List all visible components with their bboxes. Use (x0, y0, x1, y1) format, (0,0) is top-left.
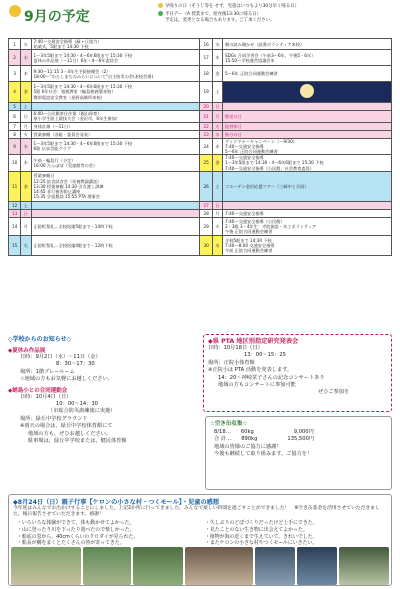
weekday: 月 (212, 110, 222, 122)
weekday: 土 (212, 171, 222, 201)
calendar-row (9, 217, 392, 235)
cans-header: ☆空き缶収集☆ (210, 421, 248, 427)
day-events: 6:00～公民館奉仕作業（親山保育） 県小学生陸上競技大会（金沢市，6年生参加） (31, 110, 200, 122)
weekday: 日 (212, 201, 222, 209)
day-events: 9:30～11:15 3・4年生予防接種会（2） 18:00～"わたしまちのみらいについて"自主防災の会(本校会場) (31, 66, 200, 82)
day-number: 7 (9, 122, 21, 130)
event-comment: ・いろいろな体験ができて，体も動かせてよかった。 (17, 520, 135, 526)
moon-night-icon (225, 82, 389, 100)
calendar-row (9, 130, 392, 138)
day-number: 19 (200, 82, 212, 102)
calendar-row (9, 66, 392, 82)
legend-early: 早帰りの日（そうじ等を せず，児童はいつもより30分早く帰る日） (165, 4, 299, 9)
day-events (223, 102, 392, 110)
day-number: 8 (9, 130, 21, 138)
day-number: 2 (9, 50, 21, 66)
day-number: 17 (200, 50, 212, 66)
calendar-row (9, 155, 392, 172)
day-events: 午前・輪島行（予定） 16:00 たんぽぽ（児童館等の会） (31, 155, 200, 172)
calendar-row (9, 201, 392, 209)
weekday: 火 (21, 130, 31, 138)
event-photo-5 (255, 547, 295, 585)
day-events: 1～3年5限まで 14:30・4～6年6限まで 15:30 下校 5限 6年社会：租税教室（輪島税務署来校） 携帯電話安全教室（星野高制所来校） (31, 82, 200, 102)
weekday: 火 (21, 39, 31, 50)
event-box (8, 494, 392, 586)
calendar-table (8, 38, 392, 256)
day-number: 20 (200, 102, 212, 110)
day-events: 授業参観（各組・委員会発表） (31, 130, 200, 138)
weekday: 木 (212, 138, 222, 155)
day-events: 授業参観日 12:25 給食試食会（栄養教諭講話） 13:30 授業参観 14:30 引き渡し訓練 14:45 非行被害防止講座 15:35 学級懇談 15:55 PTA 理事会 (31, 171, 200, 201)
weekday: 月 (212, 209, 222, 217)
day-number: 14 (9, 217, 21, 235)
day-events: 1～3年5限まで 14:30・4～6年6限まで 15:30 下校 夏休み作品展（～11日）6年・4～6年委員会 (31, 50, 200, 66)
day-events: 正院町祭礼…全校短縮5限まで・14時下校 (31, 217, 200, 235)
leaf-icon (8, 4, 22, 18)
day-events (31, 102, 200, 110)
day-events: 全校5限まで 14:30 下校 7:40～8:00 交通安全指導 午前 正院合同運動会練習 (223, 235, 392, 255)
weekday: 金 (21, 171, 31, 201)
cans-row2-label: 合 計… (214, 436, 232, 443)
calendar-row (9, 171, 392, 201)
cans-row2 (206, 436, 391, 443)
day-events: グッドマナーキャンペーン（～9/30） 7:40～交通安全指導 5～6年 正院合同運動会練習 (223, 138, 392, 155)
day-events: 敬老の日 (223, 110, 392, 122)
event-photo-1 (11, 547, 81, 585)
art-date: 日時：9月2日（水）～11日（金） (20, 354, 101, 360)
day-number: 25 (200, 155, 212, 172)
day-number: 22 (200, 122, 212, 130)
legend-dot-early-icon (158, 3, 163, 8)
day-number: 27 (200, 201, 212, 209)
calendar-row (9, 82, 392, 102)
day-events: 振替休日 (223, 122, 392, 130)
calendar-row (9, 122, 392, 130)
weekday: 土 (21, 102, 31, 110)
notice-header: ◇学校からのお知らせ◇ (8, 336, 72, 343)
pta-date: 日時：10月18日（日） (208, 345, 263, 351)
weekday: 金 (21, 82, 31, 102)
header (0, 0, 400, 36)
weekday: 火 (212, 122, 222, 130)
sports-title: ◆蛸島小との合同運動会 (8, 387, 68, 394)
day-number: 26 (200, 171, 212, 201)
day-number: 24 (200, 138, 212, 155)
pta-line3: 地域の方もコンサートに参加可能 (218, 382, 296, 389)
day-events: 7:40～交通安全指導（緑ヶ丘協力） 始業式，5限まで 14:30 下校 (31, 39, 200, 50)
legend-dot-half-icon (158, 11, 163, 16)
weekday: 水 (212, 235, 222, 255)
pta-content (208, 336, 390, 397)
art-time: 8：30～17：30 (56, 361, 95, 368)
event-photo-4 (185, 547, 253, 585)
cans-row2-kg: 890kg (241, 436, 258, 443)
weekday: 木 (21, 155, 31, 172)
pta-line2: 14：20～神崎栞子さんの記念コンサートあり (218, 374, 325, 381)
cans-box (205, 416, 392, 490)
cans-thanks2: 今後も継続して取り組みます。ご協力を！ (214, 451, 313, 458)
sports-note3: 駐車場は，緑丘中学校または，健民体育館 (28, 438, 127, 445)
art-place: 場所：1階プレールーム (20, 368, 75, 375)
day-events (31, 209, 200, 217)
event-comment: ・植物が海の近くまで生えていて，きれいでした。 (205, 533, 318, 540)
day-number: 18 (200, 66, 212, 82)
weekday: 土 (212, 82, 222, 102)
art-note: ☆地域の方もお気軽にお越しください。 (20, 376, 113, 383)
weekday: 金 (212, 155, 222, 172)
day-events: 正院町祭礼…全校短縮4限まで・12時下校 (31, 235, 200, 255)
day-number: 16 (200, 39, 212, 50)
cans-row1-date: 8/18… (214, 429, 231, 435)
day-events (223, 82, 392, 102)
event-left-list (17, 520, 197, 547)
event-photo-7 (339, 547, 389, 585)
day-events (223, 201, 392, 209)
pta-line4: ぜひご参加を (318, 389, 350, 396)
cans-row1-kg: 60kg (240, 429, 254, 435)
day-number: 23 (200, 130, 212, 138)
sports-place1: （市総合防災訓練後に実施） (48, 408, 116, 415)
day-events: 7:40～交通安全指導 (223, 209, 392, 217)
event-photo-3 (133, 547, 183, 585)
day-events: SDGs 合同学習会（午前3～6年，午後5・6年） 15:50～学校運営協議会② (223, 50, 392, 66)
weekday: 火 (212, 217, 222, 235)
event-photo-6 (297, 547, 337, 585)
event-right-list (205, 520, 389, 547)
event-comment: ・久しぶりのどぼづくりだったけど上手にできた。 (205, 520, 318, 526)
calendar-row (9, 39, 392, 50)
day-events: 7:40～交通安全指導 1～3年5限まで 14:30・4～6年6限まで 15:30 下校 7:40～交通安全指導（公民館，社会教育委員） (223, 155, 392, 172)
day-number: 15 (9, 235, 21, 255)
event-photo-2 (83, 547, 131, 585)
page-title: 9月の予定 (24, 9, 90, 25)
weekday: 木 (212, 50, 222, 66)
calendar-row (9, 209, 392, 217)
sports-time: 10：00～14：30 (56, 401, 98, 408)
day-events: 7:40～交通安全指導（公民館） 2・3限 3・4年生：寺院施設・木工ボランティア 午後 正院合同運動会練習 (223, 217, 392, 235)
weekday: 水 (212, 130, 222, 138)
sports-note1: ※雨天の場合は，緑丘中学校体育館にて (20, 423, 113, 430)
day-events (31, 201, 200, 209)
weekday: 日 (212, 102, 222, 110)
day-number: 1 (9, 39, 21, 50)
sports-place2: 場所：緑丘中学校グラウンド (20, 415, 88, 422)
pta-place: 場所：正院小体育館 (208, 359, 255, 366)
cans-row2-yen: 135,500円 (287, 436, 315, 443)
day-number: 13 (9, 209, 21, 217)
day-number: 28 (200, 209, 212, 217)
pta-header: ◆県 PTA 地区別指定研究発表会 (208, 338, 299, 345)
weekday: 水 (212, 39, 222, 50)
event-intro: 今年度はみんなでお出かけすることにしました。上記2か所に行ってきました。みんなで楽しい時間を過ごすことができました！ ※空き缶基金を活用させていただきました。後日報告させていただきます。感謝！ (13, 506, 380, 518)
legend-note: 予定は，変更となる場合もあります。ご了承ください。 (165, 18, 275, 24)
calendar-row (9, 102, 392, 110)
weekday: 火 (21, 235, 31, 255)
event-comment: ・山に登ったり川を下ったり遊べたので楽しかった。 (17, 526, 135, 533)
day-number: 29 (200, 217, 212, 235)
day-events: 身体計測（～11日） (31, 122, 200, 130)
day-events: 秋分の日 (223, 130, 392, 138)
weekday: 月 (21, 122, 31, 130)
day-number: 6 (9, 110, 21, 122)
weekday: 日 (21, 110, 31, 122)
pta-line1: ※正院小は PTA 活動を発表します。 (208, 367, 293, 374)
event-comment: ・見たことのない生き物に出会えてよかった。 (205, 526, 308, 533)
sports-date: 日時：10月4日（日） (20, 393, 72, 400)
event-comment: ・またケロンの小さな村やつくモールにいきたい。 (205, 540, 318, 547)
sports-note2: 地域の方も，ぜひお越しください。 (28, 430, 112, 437)
legend-half: 半日デー（A 授業まで，給食後13:30に帰る日） (165, 11, 261, 17)
day-events: 5～6年 正院合同運動会練習 (223, 66, 392, 82)
day-number: 10 (9, 155, 21, 172)
weekday: 木 (21, 66, 31, 82)
calendar-row (9, 110, 392, 122)
pta-time: 13：00～15：25 (244, 352, 286, 359)
day-number: 9 (9, 138, 21, 155)
event-header: ◆8月24日（日）親子行事【ケロンの小さな村・つくモール】・児童の感想 (13, 499, 220, 506)
day-number: 12 (9, 201, 21, 209)
calendar-row (9, 138, 392, 155)
weekday: 水 (21, 50, 31, 66)
weekday: 金 (212, 66, 222, 82)
cans-thanks1: 地域の皆様のご協力に感謝！ (214, 443, 282, 450)
art-title: ◆夏休み作品展 (8, 348, 46, 354)
day-number: 30 (200, 235, 212, 255)
school-notice (8, 334, 198, 490)
weekday: 月 (21, 217, 31, 235)
day-number: 3 (9, 66, 21, 82)
day-number: 5 (9, 102, 21, 110)
weekday: 土 (21, 201, 31, 209)
weekday: 水 (21, 138, 31, 155)
day-number: 4 (9, 82, 21, 102)
cans-row1-yen: 9,000円 (293, 429, 314, 435)
day-number: 11 (9, 171, 21, 201)
weekday: 日 (21, 209, 31, 217)
day-events: ツエーゲン金沢応援ツアー（三崎中と合同） (223, 171, 392, 201)
calendar-row (9, 235, 392, 255)
legend (158, 3, 398, 25)
day-events: 1～3年5限まで 14:30・4～6年6限まで 15:30 下校 6限 伝承芸能クラブ (31, 138, 200, 155)
calendar-row (9, 50, 392, 66)
day-events: 朝の読み聞かせ（読書ボランティア来校） (223, 39, 392, 50)
event-comment: ・船底の窓から，40cmくらいのクロダイが見られた。 (17, 533, 139, 540)
event-comment: ・船長が鯛をまくとたくさんの魚が寄ってきた。 (17, 540, 125, 547)
day-number: 21 (200, 110, 212, 122)
